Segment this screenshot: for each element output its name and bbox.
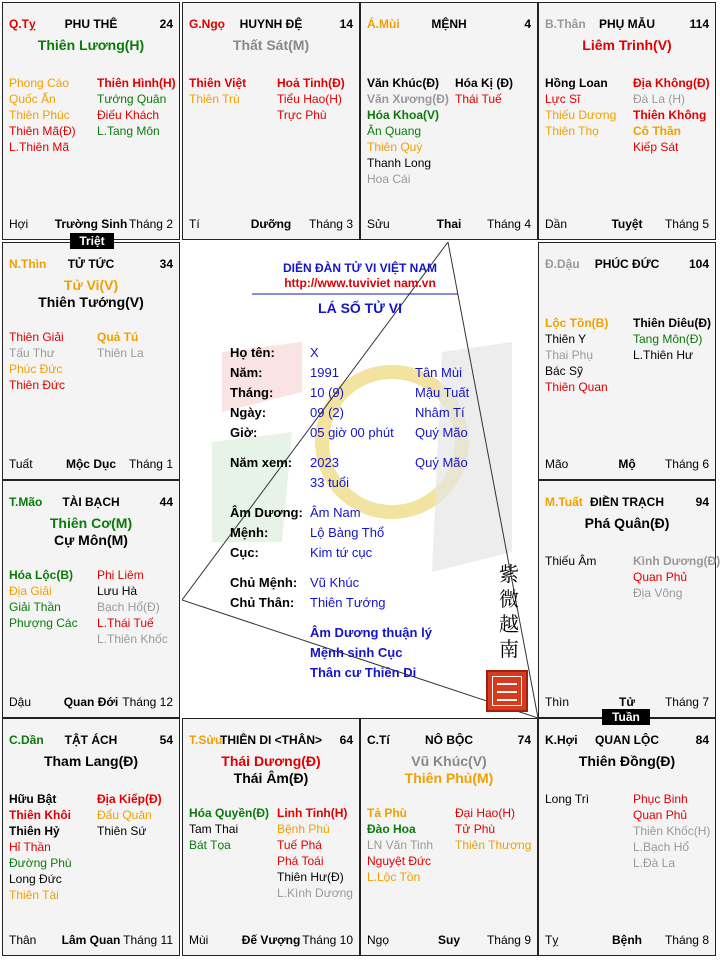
minor-star: Cô Thần	[633, 124, 681, 138]
palace-name: TỬ TỨC	[67, 257, 115, 271]
main-star: Thiên Tướng(V)	[38, 294, 144, 310]
foot-phase: Mộ	[618, 457, 636, 471]
minor-star: Nguyệt Đức	[367, 854, 432, 868]
minor-star: Lưu Hà	[97, 584, 138, 598]
star-column-right	[455, 805, 539, 853]
palace-branch: T.Mão	[9, 495, 43, 509]
minor-star: L.Bạch Hổ	[633, 840, 690, 854]
palace-huynh-de	[182, 2, 360, 240]
minor-star: Kiếp Sát	[633, 140, 679, 154]
star-column-left	[9, 567, 99, 631]
minor-star: Thiên Tài	[9, 888, 59, 902]
minor-star: Phúc Đức	[9, 362, 63, 376]
foot-month: Tháng 3	[308, 217, 353, 231]
palace-footer	[545, 457, 709, 473]
palace-quan-loc	[538, 718, 716, 956]
star-column-right	[97, 329, 181, 361]
star-column-left	[9, 791, 99, 903]
palace-age: 114	[689, 17, 709, 31]
minor-star: Thiên Giải	[9, 330, 64, 344]
minor-star: Thiên Thương	[455, 838, 532, 852]
palace-age: 44	[159, 495, 173, 509]
palace-age: 84	[695, 733, 709, 747]
minor-star: Thái Tuế	[455, 92, 502, 106]
minor-star: Bát Tọa	[189, 838, 231, 852]
minor-star: Hồng Loan	[545, 76, 608, 90]
chinese-char: 南	[499, 637, 519, 661]
minor-star: Tang Môn(Đ)	[633, 332, 703, 346]
palace-branch: B.Thân	[545, 17, 586, 31]
palace-age: 4	[524, 17, 531, 31]
palace-footer	[367, 933, 531, 949]
minor-star: Đại Hao(H)	[455, 806, 516, 820]
palace-header	[9, 733, 173, 749]
main-star: Thái Âm(Đ)	[233, 770, 309, 786]
minor-star: Địa Giải	[9, 584, 52, 598]
minor-star: Quan Phủ	[633, 570, 688, 584]
minor-star: Hóa Kị (Đ)	[455, 76, 513, 90]
palace-tai-bach	[2, 480, 180, 718]
minor-star: Đà La (H)	[633, 92, 686, 106]
star-column-right	[633, 75, 717, 155]
minor-star: Phá Toái	[277, 854, 324, 868]
minor-star: L.Thiên Hư	[633, 348, 694, 362]
minor-star: Phượng Các	[9, 616, 78, 630]
palace-footer	[9, 695, 173, 711]
palace-header	[545, 495, 709, 511]
minor-star: Thiên Hỷ	[9, 824, 60, 838]
am-duong-value: Âm Nam	[310, 505, 361, 520]
star-column-right	[97, 791, 181, 839]
minor-star: L.Thái Tuế	[97, 616, 154, 630]
minor-star: Thiên Thọ	[545, 124, 599, 138]
palace-footer	[189, 933, 353, 949]
foot-phase: Thai	[436, 217, 462, 231]
foot-phase: Trường Sinh	[54, 217, 128, 231]
minor-star: Ân Quang	[367, 124, 422, 138]
foot-month: Tháng 8	[664, 933, 709, 947]
palace-header	[189, 733, 353, 749]
foot-phase: Đế Vượng	[241, 933, 301, 947]
main-star: Phá Quân(Đ)	[584, 515, 670, 531]
main-stars	[539, 515, 715, 532]
palace-footer	[545, 933, 709, 949]
chu-than-label: Chủ Thân:	[230, 595, 295, 610]
star-column-left	[545, 315, 635, 395]
palace-branch: G.Ngọ	[189, 17, 225, 31]
minor-star: L.Tang Môn	[97, 124, 160, 138]
foot-branch: Ngọ	[367, 933, 390, 947]
palace-name: NÔ BỘC	[425, 733, 473, 747]
palace-name: THIÊN DI <THÂN>	[219, 733, 322, 747]
minor-star: Thiên Không	[633, 108, 707, 122]
foot-phase: Tử	[618, 695, 636, 709]
minor-star: Địa Kiếp(Đ)	[97, 792, 162, 806]
foot-branch: Sửu	[367, 217, 390, 231]
nam-label: Năm:	[230, 365, 263, 380]
palace-tat-ach	[2, 718, 180, 956]
minor-star: Thiên Khốc(H)	[633, 824, 711, 838]
palace-header	[367, 17, 531, 33]
palace-name: PHU THÊ	[64, 17, 118, 31]
star-column-right	[277, 805, 361, 901]
star-column-left	[545, 553, 635, 569]
foot-month: Tháng 9	[486, 933, 531, 947]
chinese-char: 越	[499, 612, 519, 636]
minor-star: Thiên Y	[545, 332, 587, 346]
palace-phu-the	[2, 2, 180, 240]
palace-header	[367, 733, 531, 749]
palace-header	[9, 257, 173, 273]
palace-name: PHÚC ĐỨC	[594, 257, 660, 271]
palace-branch: C.Dần	[9, 733, 44, 747]
ngay-value: 09 (2)	[310, 405, 344, 420]
palace-age: 34	[159, 257, 173, 271]
foot-phase: Lâm Quan	[61, 933, 121, 947]
ngay-can-chi: Nhâm Tí	[415, 405, 465, 420]
am-duong-label: Âm Dương:	[230, 505, 303, 520]
palace-name: QUAN LỘC	[595, 733, 659, 747]
foot-branch: Thìn	[545, 695, 570, 709]
minor-star: Hoả Tinh(Đ)	[277, 76, 345, 90]
palace-footer	[9, 217, 173, 233]
main-star: Tham Lang(Đ)	[43, 753, 139, 769]
main-star: Thiên Lương(H)	[37, 37, 145, 53]
foot-phase: Mộc Dục	[65, 457, 116, 471]
chu-than-value: Thiên Tướng	[310, 595, 386, 610]
minor-star: Thiên Hư(Đ)	[277, 870, 344, 884]
main-stars	[361, 753, 537, 787]
minor-star: Tử Phù	[455, 822, 496, 836]
minor-star: Thai Phụ	[545, 348, 594, 362]
nam-value: 1991	[310, 365, 339, 380]
minor-star: Bác Sỹ	[545, 364, 584, 378]
foot-branch: Tí	[189, 217, 200, 231]
triet-tag: Triệt	[70, 233, 114, 249]
minor-star: Giải Thần	[9, 600, 61, 614]
chart-title: LÁ SỐ TỬ VI	[318, 300, 402, 316]
palace-footer	[367, 217, 531, 233]
minor-star: Thiên Đức	[9, 378, 66, 392]
chinese-vertical-text	[496, 562, 522, 662]
main-stars	[3, 37, 179, 54]
palace-branch: Á.Mùi	[367, 17, 400, 31]
main-stars	[539, 753, 715, 770]
main-stars	[183, 753, 359, 787]
minor-star: Hữu Bật	[9, 792, 57, 806]
minor-star: L.Thiên Khốc	[97, 632, 168, 646]
minor-star: Lực Sĩ	[545, 92, 581, 106]
foot-branch: Hợi	[9, 217, 29, 231]
palace-name: TẬT ÁCH	[64, 733, 118, 747]
star-column-right	[633, 315, 717, 363]
thang-can-chi: Mậu Tuất	[415, 385, 470, 400]
minor-star: Quan Phủ	[633, 808, 688, 822]
palace-footer	[189, 217, 353, 233]
main-star: Vũ Khúc(V)	[411, 753, 487, 769]
main-star: Thất Sát(M)	[232, 37, 310, 53]
minor-star: Bạch Hổ(Đ)	[97, 600, 160, 614]
gio-value: 05 giờ 00 phút	[310, 425, 394, 440]
minor-star: Tam Thai	[189, 822, 239, 836]
foot-branch: Tỵ	[545, 933, 559, 947]
minor-star: Hóa Lộc(B)	[9, 568, 73, 582]
minor-star: Thiên Phúc	[9, 108, 70, 122]
foot-branch: Thân	[9, 933, 37, 947]
minor-star: Thiên Hình(H)	[97, 76, 176, 90]
note-menh-cuc: Mệnh sinh Cục	[310, 645, 403, 660]
star-column-left	[545, 791, 635, 807]
star-column-left	[545, 75, 635, 139]
main-star: Liêm Trinh(V)	[582, 37, 672, 53]
palace-name: HUYNH ĐỆ	[239, 17, 303, 31]
note-than-cu: Thân cư Thiên Di	[310, 665, 417, 680]
foot-month: Tháng 6	[664, 457, 709, 471]
minor-star: Tấu Thư	[9, 346, 55, 360]
red-seal-stamp	[486, 670, 528, 712]
palace-header	[545, 257, 709, 273]
menh-value: Lộ Bàng Thổ	[310, 525, 385, 540]
palace-age: 54	[159, 733, 173, 747]
star-column-right	[97, 567, 181, 647]
minor-star: Đào Hoa	[367, 822, 416, 836]
palace-age: 104	[688, 257, 709, 271]
minor-star: Văn Xương(Đ)	[367, 92, 449, 106]
foot-month: Tháng 2	[128, 217, 173, 231]
foot-month: Tháng 11	[123, 933, 173, 947]
minor-star: Địa Võng	[633, 586, 683, 600]
palace-name: PHỤ MẪU	[599, 17, 655, 31]
foot-month: Tháng 10	[302, 933, 353, 947]
palace-age: 74	[517, 733, 531, 747]
palace-header	[545, 17, 709, 33]
palace-header	[9, 495, 173, 511]
main-star: Tử Vi(V)	[63, 277, 119, 293]
minor-star: Thiên Quan	[545, 380, 608, 394]
foot-month: Tháng 12	[122, 695, 173, 709]
palace-phu-mau	[538, 2, 716, 240]
minor-star: Điếu Khách	[97, 108, 160, 122]
chu-menh-label: Chủ Mệnh:	[230, 575, 298, 590]
minor-star: Thiên Trù	[189, 92, 240, 106]
minor-star: L.Thiên Mã	[9, 140, 70, 154]
minor-star: Thiên Việt	[189, 76, 247, 90]
palace-header	[545, 733, 709, 749]
nam-can-chi: Tân Mùi	[415, 365, 462, 380]
main-star: Thiên Cơ(M)	[49, 515, 133, 531]
minor-star: L.Đà La	[633, 856, 676, 870]
foot-phase: Suy	[437, 933, 460, 947]
star-column-left	[9, 329, 99, 393]
star-column-left	[189, 75, 279, 107]
main-star: Thiên Phủ(M)	[404, 770, 494, 786]
main-star: Thiên Đồng(Đ)	[578, 753, 676, 769]
palace-branch: K.Hợi	[545, 733, 578, 747]
palace-name: MỆNH	[431, 17, 467, 31]
minor-star: Tướng Quân	[97, 92, 167, 106]
tuoi-value: 33 tuổi	[310, 475, 350, 490]
minor-star: Thiên Mã(Đ)	[9, 124, 76, 138]
foot-branch: Dần	[545, 217, 568, 231]
foot-month: Tháng 7	[664, 695, 709, 709]
minor-star: Thiên Quý	[367, 140, 423, 154]
palace-branch: Đ.Dậu	[545, 257, 580, 271]
minor-star: Quốc Ấn	[9, 92, 56, 106]
foot-phase: Dưỡng	[250, 217, 292, 231]
palace-header	[9, 17, 173, 33]
minor-star: Thiếu Dương	[545, 108, 617, 122]
main-star: Thái Dương(Đ)	[221, 753, 321, 769]
minor-star: Hỉ Thần	[9, 840, 51, 854]
star-column-right	[277, 75, 361, 123]
palace-age: 64	[339, 733, 353, 747]
seal-frame	[492, 676, 522, 706]
minor-star: Thiên Sứ	[97, 824, 147, 838]
minor-star: L.Lộc Tồn	[367, 870, 421, 884]
foot-phase: Quan Đới	[63, 695, 119, 709]
foot-month: Tháng 1	[128, 457, 173, 471]
ho-ten-value: X	[310, 345, 319, 360]
gio-can-chi: Quý Mão	[415, 425, 468, 440]
palace-age: 24	[159, 17, 173, 31]
foot-branch: Dậu	[9, 695, 32, 709]
minor-star: Thiên Khôi	[9, 808, 71, 822]
foot-month: Tháng 5	[664, 217, 709, 231]
note-am-duong: Âm Dương thuận lý	[310, 625, 432, 640]
minor-star: Tiểu Hao(H)	[277, 92, 342, 106]
minor-star: Thiếu Âm	[545, 554, 597, 568]
minor-star: Đẩu Quân	[97, 808, 152, 822]
thang-label: Tháng:	[230, 385, 274, 400]
menh-label: Mệnh:	[230, 525, 269, 540]
minor-star: Thiên La	[97, 346, 144, 360]
minor-star: Đường Phù	[9, 856, 72, 870]
minor-star: Long Trì	[545, 792, 590, 806]
palace-age: 14	[339, 17, 353, 31]
seal-stroke	[497, 683, 517, 685]
minor-star: Bệnh Phù	[277, 822, 330, 836]
minor-star: Quả Tú	[97, 330, 139, 344]
nam-xem-can-chi: Quý Mão	[415, 455, 468, 470]
minor-star: Tả Phù	[367, 806, 408, 820]
palace-branch: N.Thìn	[9, 257, 47, 271]
minor-star: Hoa Cái	[367, 172, 411, 186]
main-stars	[183, 37, 359, 54]
gio-label: Giờ:	[230, 425, 258, 440]
palace-age: 94	[695, 495, 709, 509]
nam-xem-value: 2023	[310, 455, 339, 470]
seal-stroke	[497, 691, 517, 693]
minor-star: L.Kình Dương	[277, 886, 353, 900]
star-column-right	[97, 75, 181, 139]
star-column-right	[633, 553, 720, 601]
palace-branch: C.Tí	[367, 733, 390, 747]
minor-star: Lộc Tồn(B)	[545, 316, 609, 330]
star-column-left	[367, 75, 457, 187]
ngay-label: Ngày:	[230, 405, 267, 420]
palace-branch: T.Sửu	[189, 733, 223, 747]
palace-name: TÀI BẠCH	[62, 495, 120, 509]
thang-value: 10 (9)	[310, 385, 344, 400]
foot-month: Tháng 4	[486, 217, 531, 231]
minor-star: Phục Binh	[633, 792, 688, 806]
foot-branch: Tuất	[9, 457, 33, 471]
main-stars	[539, 37, 715, 54]
minor-star: Thanh Long	[367, 156, 432, 170]
chinese-char: 紫	[499, 562, 519, 586]
minor-star: Trực Phù	[277, 108, 327, 122]
forum-url[interactable]: http://www.tuviviet nam.vn	[284, 276, 436, 290]
chinese-char: 微	[499, 587, 519, 611]
palace-dien-trach	[538, 480, 720, 718]
star-column-right	[633, 791, 717, 871]
minor-star: Phong Cáo	[9, 76, 70, 90]
minor-star: Văn Khúc(Đ)	[367, 76, 439, 90]
minor-star: LN Văn Tinh	[367, 838, 434, 852]
minor-star: Hóa Quyền(Đ)	[189, 806, 270, 820]
nam-xem-label: Năm xem:	[230, 455, 293, 470]
palace-menh	[360, 2, 538, 240]
minor-star: Linh Tinh(H)	[277, 806, 348, 820]
palace-footer	[545, 217, 709, 233]
star-column-left	[189, 805, 279, 853]
palace-phuc-duc	[538, 242, 716, 480]
seal-stroke	[497, 699, 517, 701]
palace-header	[189, 17, 353, 33]
palace-footer	[9, 457, 173, 473]
foot-branch: Mùi	[189, 933, 209, 947]
ho-ten-label: Họ tên:	[230, 345, 275, 360]
minor-star: Long Đức	[9, 872, 62, 886]
main-star: Cự Môn(M)	[54, 532, 128, 548]
main-stars	[3, 277, 179, 311]
minor-star: Phi Liêm	[97, 568, 144, 582]
minor-star: Thiên Diêu(Đ)	[633, 316, 711, 330]
forum-title: DIỄN ĐÀN TỬ VI VIỆT NAM	[283, 261, 437, 275]
palace-thien-di	[182, 718, 360, 956]
palace-footer	[9, 933, 173, 949]
minor-star: Địa Không(Đ)	[633, 76, 710, 90]
star-column-left	[367, 805, 457, 885]
main-stars	[3, 753, 179, 770]
palace-branch: M.Tuất	[545, 495, 583, 509]
palace-name: ĐIỀN TRẠCH	[590, 495, 664, 509]
minor-star: Hóa Khoa(V)	[367, 108, 439, 122]
foot-phase: Tuyệt	[611, 217, 643, 231]
chu-menh-value: Vũ Khúc	[310, 575, 360, 590]
main-stars	[3, 515, 179, 549]
palace-tu-tuc	[2, 242, 180, 480]
star-column-left	[9, 75, 99, 155]
minor-star: Kình Dương(Đ)	[633, 554, 720, 568]
foot-branch: Mão	[545, 457, 569, 471]
tuan-tag: Tuần	[602, 709, 650, 725]
palace-branch: Q.Tỵ	[9, 17, 36, 31]
minor-star: Tuế Phá	[277, 838, 322, 852]
star-column-right	[455, 75, 539, 107]
palace-no-boc	[360, 718, 538, 956]
foot-phase: Bệnh	[612, 933, 642, 947]
cuc-label: Cục:	[230, 545, 259, 560]
center-panel	[182, 242, 538, 718]
cuc-value: Kim tứ cục	[310, 545, 373, 560]
